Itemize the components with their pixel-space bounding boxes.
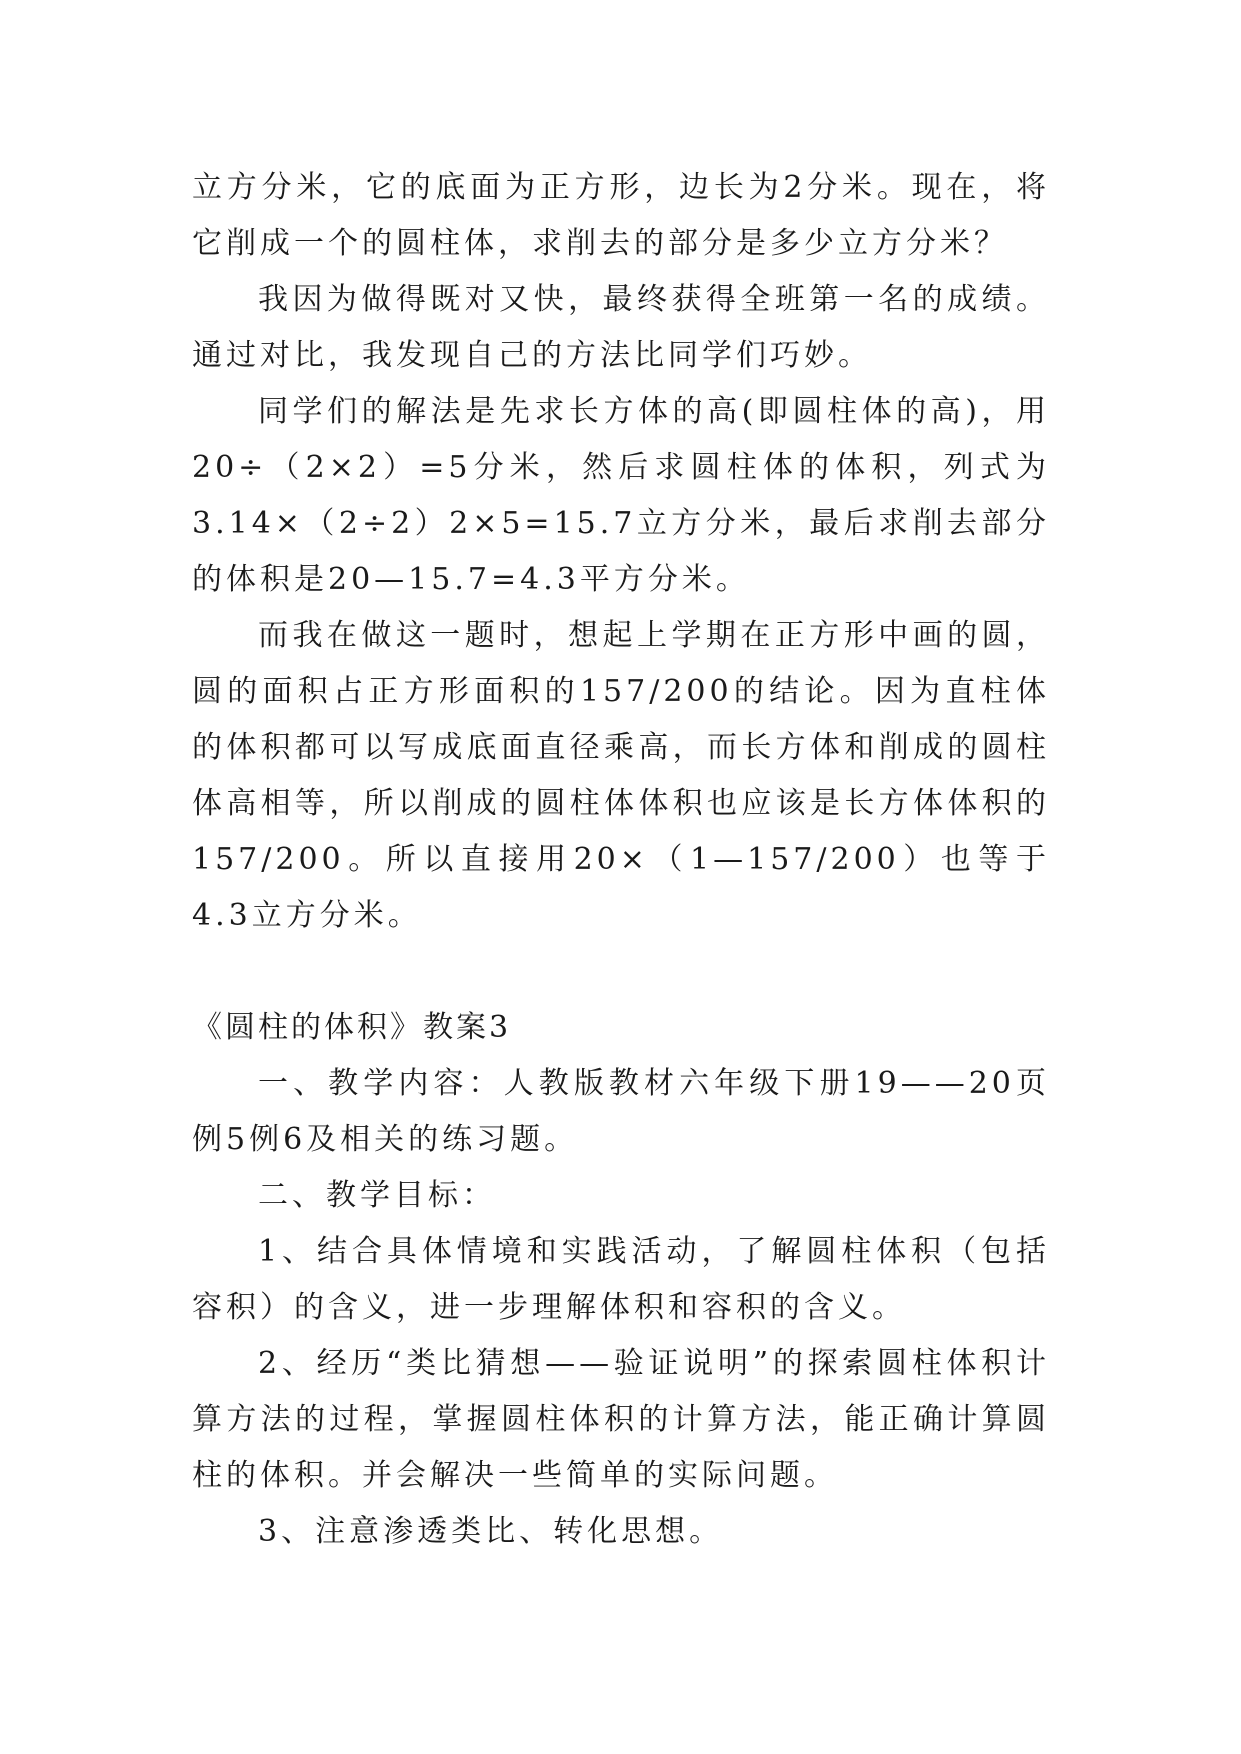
paragraph-goal-1: 1、结合具体情境和实践活动，了解圆柱体积（包括容积）的含义，进一步理解体积和容积的含义。 [192, 1234, 1050, 1325]
section-title: 《圆柱的体积》教案3 [192, 1010, 512, 1045]
paragraph-teaching-content: 一、教学内容：人教版教材六年级下册19——20页例5例6及相关的练习题。 [192, 1066, 1050, 1157]
paragraph-goal-3: 3、注意渗透类比、转化思想。 [258, 1514, 724, 1549]
paragraph-teaching-goals-heading: 二、教学目标： [258, 1178, 496, 1213]
paragraph-result: 我因为做得既对又快，最终获得全班第一名的成绩。通过对比，我发现自己的方法比同学们巧妙。 [192, 282, 1050, 373]
paragraph-goal-2: 2、经历“类比猜想——验证说明”的探索圆柱体积计算方法的过程，掌握圆柱体积的计算方法，能正确计算圆柱的体积。并会解决一些简单的实际问题。 [192, 1346, 1050, 1493]
paragraph-my-method: 而我在做这一题时，想起上学期在正方形中画的圆，圆的面积占正方形面积的157/200的结论。因为直柱体的体积都可以写成底面直径乘高，而长方体和削成的圆柱体高相等，所以削成的圆柱体体积也应该是长方体体积的157/200。所以直接用20×（1—157/200）也等于4.3立方分米。 [192, 618, 1050, 933]
paragraph-continuation: 立方分米，它的底面为正方形，边长为2分米。现在，将它削成一个的圆柱体，求削去的部分是多少立方分米？ [192, 170, 1050, 261]
document-page [192, 160, 1050, 1560]
paragraph-classmates-method: 同学们的解法是先求长方体的高(即圆柱体的高)，用20÷（2×2）=5分米，然后求圆柱体的体积，列式为3.14×（2÷2）2×5=15.7立方分米，最后求削去部分的体积是20—15.7=4.3平方分米。 [192, 394, 1050, 597]
